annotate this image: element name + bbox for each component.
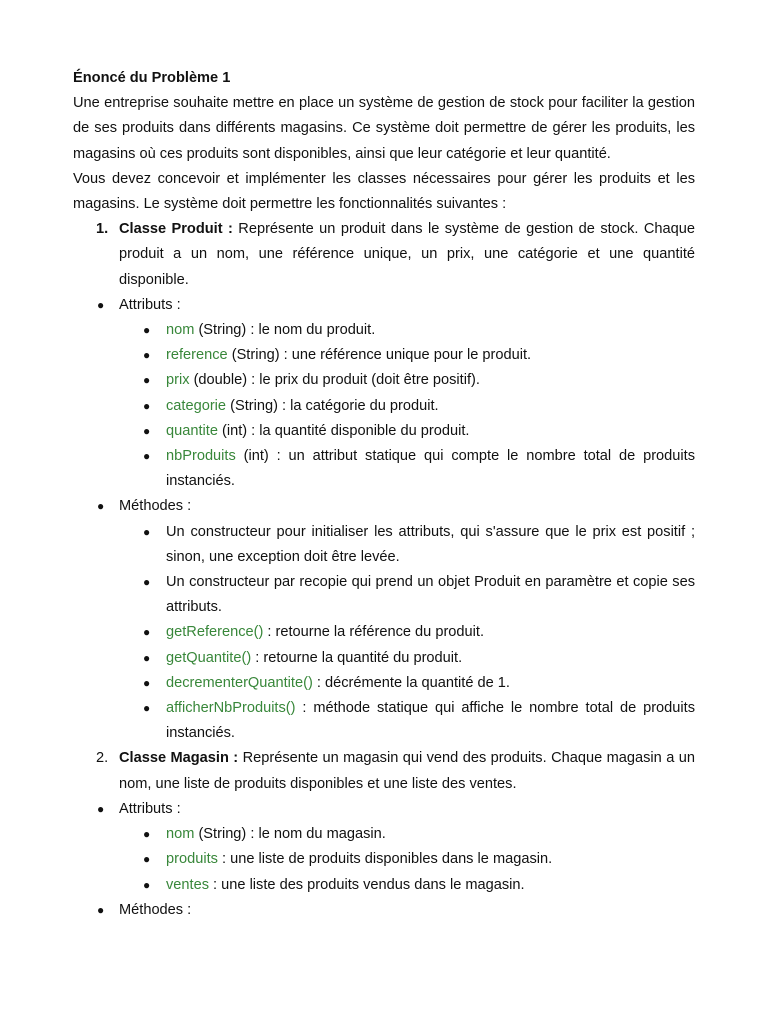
bullet-icon: ●: [143, 449, 151, 464]
list-item: [73, 520, 695, 570]
code-term: ventes: [166, 876, 209, 893]
section-2-attributs-list: [73, 822, 695, 898]
code-term: getReference(): [166, 624, 264, 641]
code-term: nom: [166, 826, 195, 843]
code-term: nbProduits: [166, 448, 236, 465]
item-text: : méthode statique qui affiche le nombre total de produits instanciés.: [166, 700, 695, 742]
item-text: : une liste des produits vendus dans le magasin.: [209, 876, 525, 893]
section-2-number: 2.: [96, 750, 109, 767]
bullet-icon: ●: [97, 297, 105, 312]
item-text: (double) : le prix du produit (doit être positif).: [189, 372, 480, 389]
document-content: [73, 66, 695, 923]
section-2-methodes-label: Méthodes :: [119, 901, 192, 918]
item-text: : une liste de produits disponibles dans le magasin.: [217, 851, 553, 868]
section-1-attributs-bullet: [73, 293, 695, 318]
code-term: nom: [166, 322, 195, 339]
section-1-heading: Classe Produit :: [119, 221, 233, 238]
code-term: afficherNbProduits(): [166, 700, 296, 717]
list-item: [73, 444, 695, 494]
list-item: [73, 394, 695, 419]
section-1-item: [73, 217, 695, 293]
section-2-attributs-label: Attributs :: [119, 800, 181, 817]
list-item: [73, 620, 695, 645]
code-term: getQuantite(): [166, 649, 252, 666]
section-1-description: Représente un produit dans le système de gestion de stock. Chaque produit a un nom, une référence unique, un prix, une catégorie et une quantité disponible.: [119, 221, 695, 288]
bullet-icon: ●: [143, 423, 151, 438]
bullet-icon: ●: [143, 650, 151, 665]
problem-title: Énoncé du Problème 1: [73, 70, 231, 86]
section-1-methodes-list: [73, 520, 695, 747]
list-item: [73, 368, 695, 393]
list-item: [73, 419, 695, 444]
item-text: (int) : la quantité disponible du produit.: [217, 422, 470, 439]
bullet-icon: ●: [143, 625, 151, 640]
bullet-icon: ●: [143, 524, 151, 539]
item-text: Un constructeur par recopie qui prend un objet Produit en paramètre et copie ses attributs.: [166, 574, 695, 616]
item-text: (String) : le nom du produit.: [194, 322, 376, 339]
list-item: [73, 646, 695, 671]
bullet-icon: ●: [143, 398, 151, 413]
bullet-icon: ●: [143, 323, 151, 338]
intro-paragraph-1: Une entreprise souhaite mettre en place un système de gestion de stock pour faciliter la gestion de ses produits dans différents magasins. Ce système doit permettre de gérer les produits, les magasins où ces produits sont disponibles, ainsi que leur catégorie et leur quantité.: [73, 95, 695, 162]
list-item: [73, 696, 695, 746]
bullet-icon: ●: [143, 675, 151, 690]
code-term: prix: [166, 372, 190, 389]
code-term: decrementerQuantite(): [166, 674, 313, 691]
item-text: (String) : le nom du magasin.: [194, 826, 386, 843]
list-item: [73, 873, 695, 898]
section-1-attributs-list: [73, 318, 695, 494]
item-text: : retourne la référence du produit.: [263, 624, 485, 641]
list-item: [73, 671, 695, 696]
intro-paragraph-2: Vous devez concevoir et implémenter les classes nécessaires pour gérer les produits et les magasins. Le système doit permettre les fonctionnalités suivantes :: [73, 170, 695, 213]
code-term: produits: [166, 851, 218, 868]
section-1-number: 1.: [96, 221, 109, 238]
section-1-methodes-bullet: [73, 494, 695, 519]
list-item: [73, 570, 695, 620]
section-2-description: Représente un magasin qui vend des produits. Chaque magasin a un nom, une liste de produits disponibles et une liste des ventes.: [119, 750, 695, 792]
bullet-icon: ●: [143, 827, 151, 842]
bullet-icon: ●: [143, 348, 151, 363]
section-2-attributs-bullet: [73, 797, 695, 822]
code-term: quantite: [166, 422, 218, 439]
section-1-attributs-label: Attributs :: [119, 296, 181, 313]
list-item: [73, 343, 695, 368]
section-2-heading: Classe Magasin :: [119, 750, 239, 767]
section-2-item: [73, 746, 695, 796]
bullet-icon: ●: [143, 852, 151, 867]
item-text: Un constructeur pour initialiser les attributs, qui s'assure que le prix est positif ; sinon, une exception doit être levée.: [166, 523, 695, 565]
bullet-icon: ●: [143, 877, 151, 892]
list-item: [73, 318, 695, 343]
bullet-icon: ●: [143, 701, 151, 716]
item-text: (String) : la catégorie du produit.: [226, 397, 439, 414]
section-2-methodes-bullet: [73, 898, 695, 923]
item-text: (String) : une référence unique pour le produit.: [227, 347, 532, 364]
item-text: : décrémente la quantité de 1.: [312, 674, 510, 691]
list-item: [73, 847, 695, 872]
section-1-methodes-label: Méthodes :: [119, 498, 192, 515]
bullet-icon: ●: [143, 575, 151, 590]
list-item: [73, 822, 695, 847]
bullet-icon: ●: [143, 373, 151, 388]
bullet-icon: ●: [97, 499, 105, 514]
item-text: : retourne la quantité du produit.: [251, 649, 463, 666]
bullet-icon: ●: [97, 902, 105, 917]
bullet-icon: ●: [97, 801, 105, 816]
code-term: reference: [166, 347, 228, 364]
item-text: (int) : un attribut statique qui compte le nombre total de produits instanciés.: [166, 448, 695, 490]
code-term: categorie: [166, 397, 227, 414]
